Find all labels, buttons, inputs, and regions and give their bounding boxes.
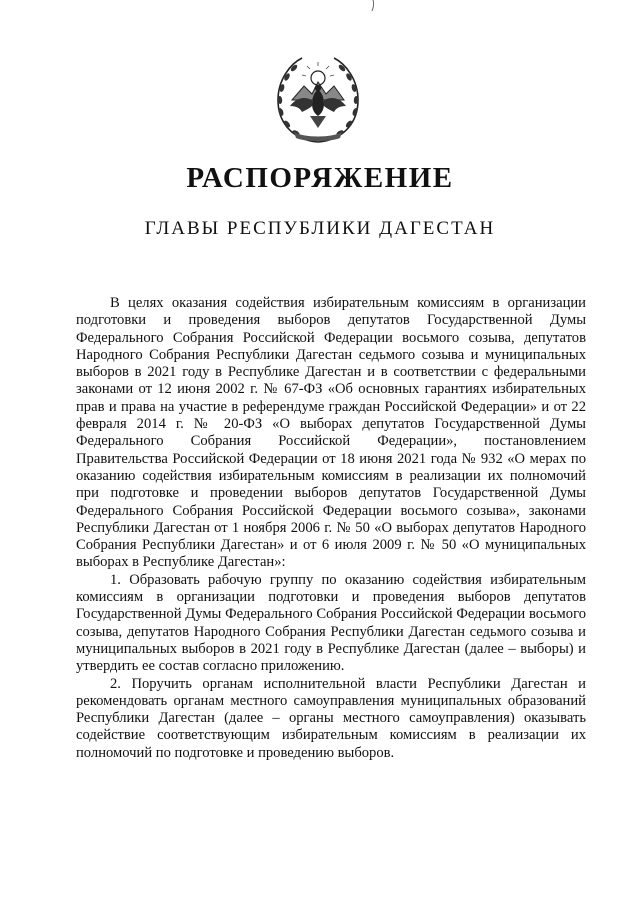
page-subtitle: ГЛАВЫ РЕСПУБЛИКИ ДАГЕСТАН	[144, 218, 496, 239]
clause-2-paragraph: 2. Поручить органам исполнительной власти Республики Дагестан и рекомендовать органам местного самоуправления муниципальных образований Республики Дагестан (далее – органы местного самоуправления) оказывать содействие соответствующим избирательным комиссиям в реализации их полномочий по подготовке и проведению выборов.	[76, 675, 586, 761]
pen-mark-icon	[370, 0, 376, 12]
preamble-paragraph: В целях оказания содействия избирательным комиссиям в организации подготовки и проведения выборов депутатов Государственной Думы Федерального Собрания Российской Федерации восьмого созыва, депутатов Народного Собрания Республики Дагестан седьмого созыва и муниципальных выборов в 2021 году в Республике Дагестан и в соответствии с федеральными законами от 12 июня 2002 г. № 67-ФЗ «Об основных гарантиях избирательных прав и права на участие в референдуме граждан Российской Федерации» и от 22 февраля 2014 г. № 20-ФЗ «О выборах депутатов Государственной Думы Федерального Собрания Российской Федерации», постановлением Правительства Российской Федерации от 18 июня 2021 года № 932 «О мерах по оказанию содействия избирательным комиссиям в реализации их полномочий при подготовке и проведении выборов депутатов Государственной Думы Федерального Собрания Российской Федерации восьмого созыва», законами Республики Дагестан от 1 ноября 2006 г. № 50 «О выборах депутатов Народного Собрания Республики Дагестан» и от 6 июля 2009 г. № 50 «О муниципальных выборах в Республике Дагестан»:	[76, 295, 586, 571]
page-title: РАСПОРЯЖЕНИЕ	[186, 162, 454, 194]
coat-of-arms-dagestan-icon	[272, 52, 364, 148]
clause-1-paragraph: 1. Образовать рабочую группу по оказанию содействия избирательным комиссиям в организации подготовки и проведения выборов депутатов Государственной Думы Федерального Собрания Российской Федерации восьмого созыва, депутатов Народного Собрания Республики Дагестан седьмого созыва и муниципальных выборов в 2021 году в Республике Дагестан (далее – выборы) и утвердить ее состав согласно приложению.	[76, 571, 586, 675]
document-body	[76, 295, 586, 762]
